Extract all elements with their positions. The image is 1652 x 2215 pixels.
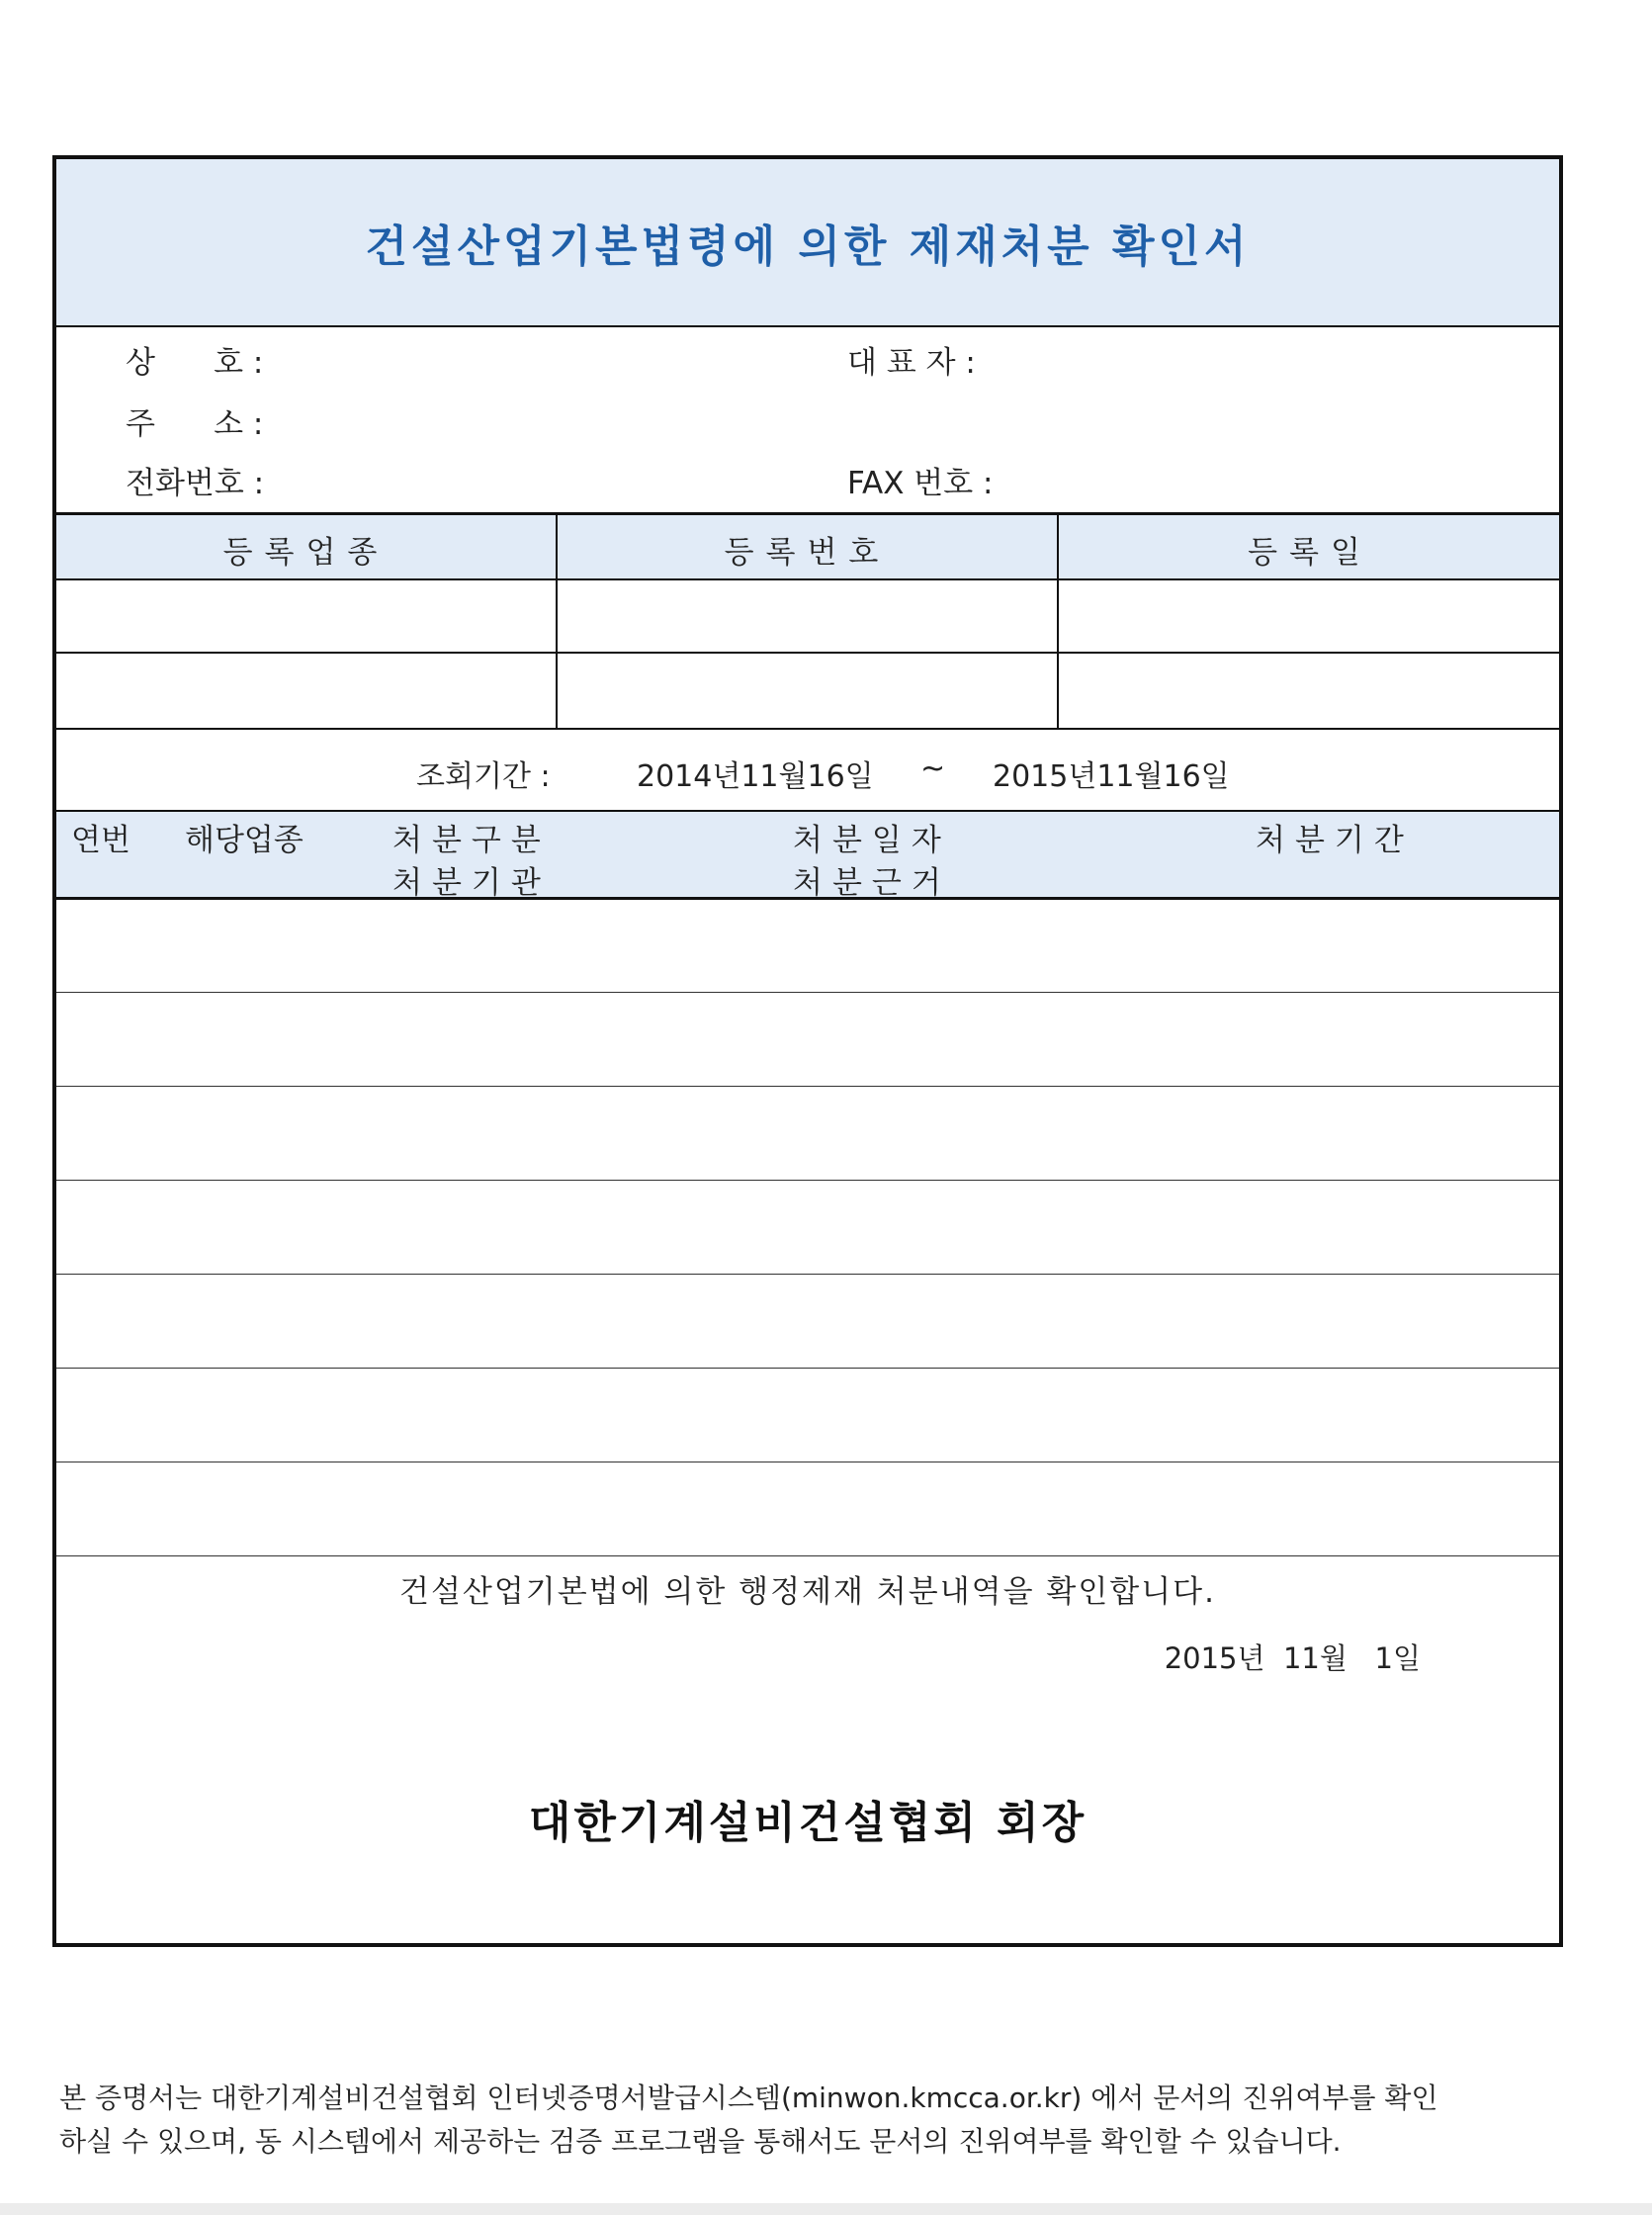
- phone-label: 전화번호 :: [126, 466, 265, 501]
- issue-date: 2015년 11월 1일: [1164, 1641, 1421, 1675]
- issuer-name: 대한기계설비건설협회 회장: [528, 1798, 1087, 1848]
- inquiry-period-end: 2015년11월16일: [993, 759, 1230, 794]
- header-serial-number: 연번: [71, 823, 130, 858]
- header-sanction-type: 처분구분: [392, 823, 551, 858]
- sanction-row-divider: [56, 1180, 1559, 1181]
- inquiry-period-label: 조회기간 :: [416, 759, 551, 794]
- sanction-row-divider: [56, 1368, 1559, 1369]
- document-title: 건설산업기본법령에 의한 제재처분 확인서: [365, 222, 1251, 272]
- registration-row-divider: [56, 652, 1559, 654]
- representative-label: 대 표 자 :: [847, 345, 976, 381]
- sanction-row-divider: [56, 1086, 1559, 1087]
- sanction-row-divider: [56, 1274, 1559, 1275]
- page-bottom-strip: [0, 2203, 1652, 2215]
- footer-line-2: 하실 수 있으며, 동 시스템에서 제공하는 검증 프로그램을 통해서도 문서의 진위여부를 확인할 수 있습니다.: [59, 2125, 1342, 2158]
- registration-table-bottom-border: [56, 728, 1559, 730]
- footer-notice: [59, 2077, 1602, 2164]
- header-sanction-authority: 처분기관: [392, 865, 551, 901]
- address-label: 주 소 :: [126, 406, 264, 442]
- inquiry-period-separator: ~: [920, 752, 946, 786]
- header-registration-date: 등록일: [1248, 535, 1372, 571]
- certificate-form: [52, 155, 1563, 1947]
- registration-header-divider: [56, 578, 1559, 580]
- header-registration-number: 등록번호: [724, 535, 891, 571]
- header-registered-business: 등록업종: [222, 535, 390, 571]
- confirmation-text: 건설산업기본법에 의한 행정제재 처분내역을 확인합니다.: [399, 1574, 1216, 1610]
- inquiry-period-start: 2014년11월16일: [637, 759, 874, 794]
- footer-line-1: 본 증명서는 대한기계설비건설협회 인터넷증명서발급시스템(minwon.kmcca.or.kr) 에서 문서의 진위여부를 확인: [59, 2082, 1438, 2114]
- fax-label: FAX 번호 :: [847, 466, 994, 501]
- header-sanction-date: 처분일자: [793, 823, 951, 858]
- company-label: 상 호 :: [126, 345, 264, 381]
- header-sanction-period: 처분기간: [1256, 823, 1414, 858]
- header-business-type: 해당업종: [185, 823, 304, 858]
- title-band: [56, 159, 1559, 327]
- sanction-row-divider: [56, 1555, 1559, 1556]
- sanction-row-divider: [56, 992, 1559, 993]
- header-sanction-basis: 처분근거: [793, 865, 951, 901]
